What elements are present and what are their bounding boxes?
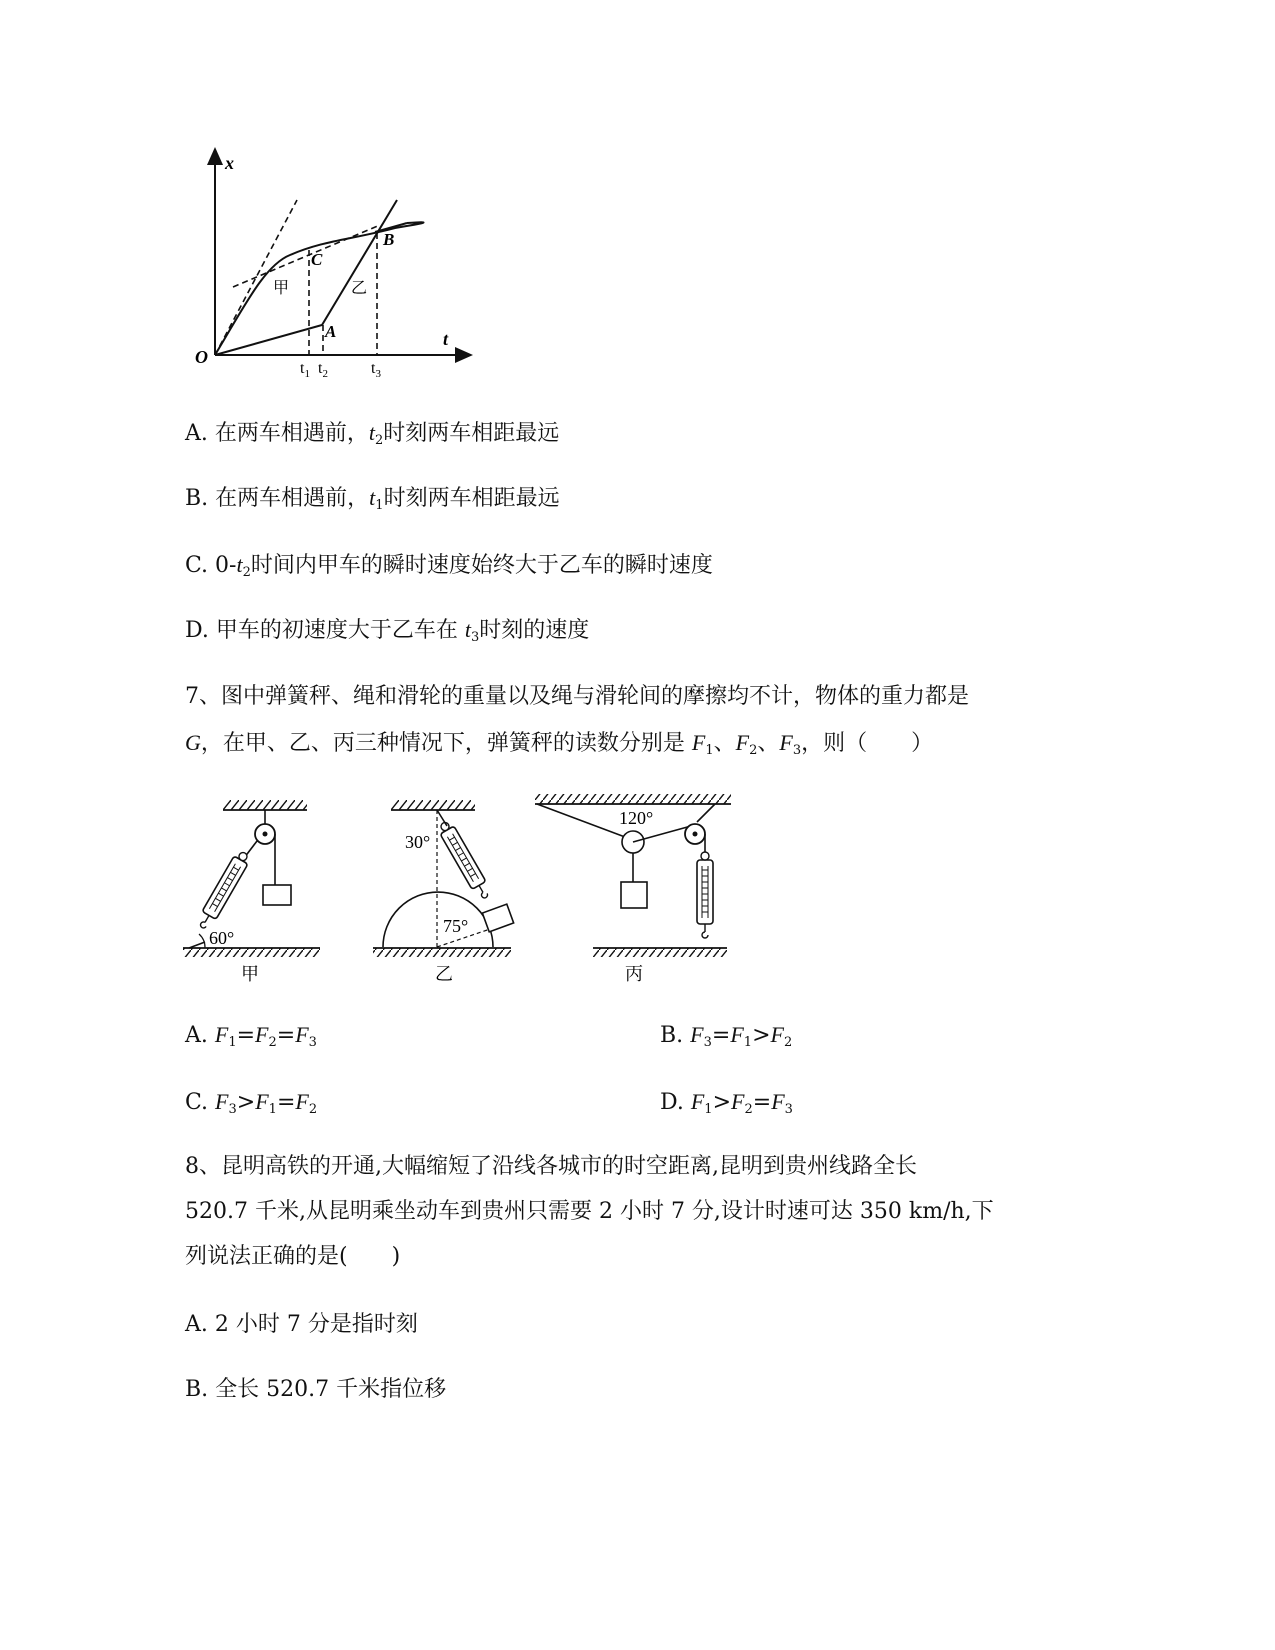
b-f2: F (770, 1022, 784, 1047)
axis-t-label: t (443, 329, 449, 349)
a-s2: 2 (268, 1035, 277, 1050)
c-f1: F (255, 1089, 269, 1114)
c-f3: F (215, 1089, 229, 1114)
f1-sub: 1 (705, 743, 714, 758)
a-f2: F (255, 1022, 269, 1047)
angle-60: 60° (209, 928, 235, 948)
b-f3: F (690, 1022, 704, 1047)
c-f2: F (295, 1089, 309, 1114)
c-s1: 1 (268, 1102, 277, 1117)
q6-b-post: 时刻两车相距最远 (383, 486, 560, 511)
q6-c-var: t (236, 552, 243, 577)
q8-stem-line1: 8、昆明高铁的开通,大幅缩短了沿线各城市的时空距离,昆明到贵州线路全长 (185, 1154, 917, 1179)
q6-b-sub: 1 (375, 498, 384, 513)
q6-option-b[interactable] (185, 483, 560, 521)
angle-120: 120° (619, 808, 654, 828)
tangent-c (233, 225, 380, 287)
label-yi: 乙 (351, 280, 368, 297)
point-a-label: A (325, 322, 337, 341)
q7-option-a[interactable] (185, 1020, 317, 1058)
tick-t3: $t_3$ (371, 360, 381, 380)
tick-t2: $t_2$ (318, 360, 328, 380)
q6-d-sub: 3 (470, 630, 480, 645)
axis-x-label: x (225, 153, 234, 173)
q7-d-prefix: D. (660, 1090, 691, 1115)
q6-option-c[interactable] (185, 550, 713, 588)
f2-sub: 2 (749, 743, 758, 758)
pulley-figure (175, 790, 755, 990)
q7-c-prefix: C. (185, 1090, 216, 1115)
a-eq2: = (276, 1023, 296, 1048)
c-s2: 2 (308, 1102, 318, 1117)
q6-b-pre: B. 在两车相遇前， (185, 486, 370, 511)
f1-symbol: F (691, 730, 706, 755)
q7-stem-line1: 7、图中弹簧秤、绳和滑轮的重量以及绳与滑轮间的摩擦均不计，物体的重力都是 (185, 684, 969, 709)
sep1: 、 (713, 731, 736, 756)
d-s2: 2 (744, 1102, 753, 1117)
angle-30: 30° (405, 832, 431, 852)
c-eq: = (276, 1090, 296, 1115)
q7-stem-line2 (185, 728, 933, 766)
xt-graph (185, 145, 485, 390)
q6-b-var: t (369, 485, 376, 510)
setup-yi (373, 800, 514, 984)
q7-option-d[interactable] (660, 1087, 793, 1125)
d-f2: F (731, 1089, 745, 1114)
d-f1: F (690, 1089, 705, 1114)
d-s3: 3 (784, 1102, 793, 1117)
line-yi (215, 200, 397, 355)
label-jia: 甲 (273, 280, 290, 297)
q6-d-pre: D. 甲车的初速度大于乙车在 (185, 618, 465, 643)
q7-a-prefix: A. (185, 1023, 215, 1048)
d-s1: 1 (704, 1102, 713, 1117)
point-c-label: C (311, 250, 323, 269)
q6-c-post: 时间内甲车的瞬时速度始终大于乙车的瞬时速度 (250, 553, 713, 578)
q6-a-pre: A. 在两车相遇前， (185, 421, 369, 446)
q8-stem-line2: 520.7 千米,从昆明乘坐动车到贵州只需要 2 小时 7 分,设计时速可达 350 km/h,下 (185, 1199, 994, 1224)
q6-c-sub: 2 (242, 565, 251, 580)
q8-stem-line3: 列说法正确的是( ) (185, 1244, 401, 1269)
c-gt: > (236, 1090, 256, 1115)
q7-line2-end: ，则（ ） (801, 731, 934, 756)
setup-bing (535, 794, 731, 984)
tick-t1: $t_1$ (300, 360, 310, 380)
fig-label-jia: 甲 (241, 964, 259, 984)
a-eq1: = (236, 1023, 256, 1048)
q7-option-b[interactable] (660, 1020, 792, 1058)
a-f1: F (214, 1022, 229, 1047)
f3-symbol: F (779, 730, 793, 755)
q7-line2-a: ，在甲、乙、丙三种情况下，弹簧秤的读数分别是 (200, 731, 692, 756)
d-eq: = (752, 1090, 772, 1115)
a-f3: F (295, 1022, 309, 1047)
q8-option-a[interactable]: A. 2 小时 7 分是指时刻 (185, 1312, 418, 1337)
d-gt: > (712, 1090, 732, 1115)
angle-75: 75° (443, 916, 469, 936)
q6-a-post: 时刻两车相距最远 (383, 421, 560, 446)
f2-symbol: F (735, 730, 750, 755)
f3-sub: 3 (792, 743, 802, 758)
q6-d-post: 时刻的速度 (479, 618, 590, 643)
b-eq: = (711, 1023, 731, 1048)
sep2: 、 (757, 731, 780, 756)
b-f1: F (730, 1022, 744, 1047)
q7-b-prefix: B. (660, 1023, 691, 1048)
a-s1: 1 (228, 1035, 237, 1050)
setup-jia (183, 800, 320, 984)
q6-d-var: t (464, 617, 471, 642)
d-f3: F (771, 1089, 785, 1114)
point-b-label: B (383, 230, 395, 249)
q7-option-c[interactable] (185, 1087, 317, 1125)
b-s1: 1 (743, 1035, 753, 1050)
fig-label-yi: 乙 (435, 964, 453, 984)
c-s3: 3 (228, 1102, 237, 1117)
origin-label: O (195, 347, 208, 367)
q7-var-g: G (185, 730, 201, 755)
q6-a-var: t (368, 420, 375, 445)
b-gt: > (752, 1023, 771, 1048)
q6-c-pre: C. 0- (185, 553, 237, 578)
q6-option-a[interactable] (185, 418, 559, 456)
b-s2: 2 (783, 1035, 793, 1050)
a-s3: 3 (308, 1035, 317, 1050)
b-s3: 3 (703, 1035, 712, 1050)
fig-label-bing: 丙 (625, 964, 643, 984)
q6-option-d[interactable] (185, 615, 589, 653)
q6-a-sub: 2 (375, 433, 384, 448)
q8-option-b[interactable]: B. 全长 520.7 千米指位移 (185, 1377, 447, 1402)
